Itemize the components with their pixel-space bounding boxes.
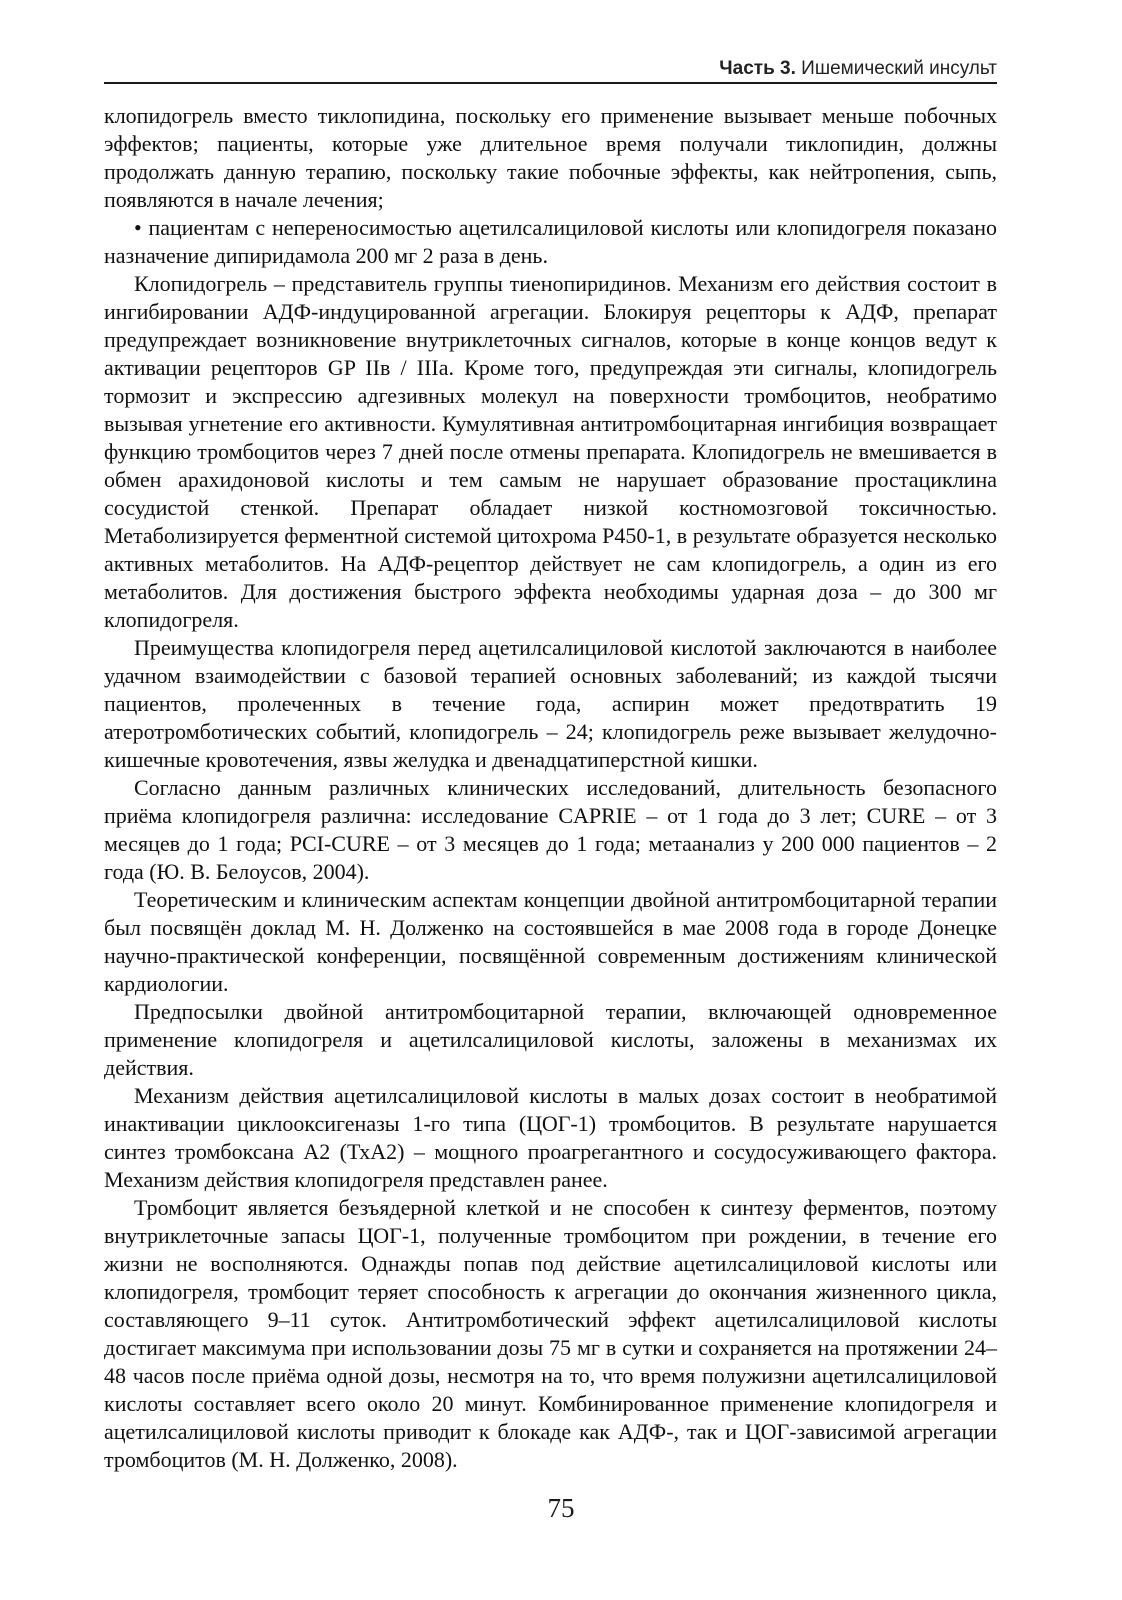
- running-header: [104, 52, 997, 84]
- paragraph: Тромбоцит является безъядерной клеткой и не способен к синтезу ферментов, поэтому внутриклеточные запасы ЦОГ-1, полученные тромбоцитом при рождении, в течение его жизни не восполняются. Однажды попав под действие ацетилсалициловой кислоты или клопидогреля, тромбоцит теряет способность к агрегации до окончания жизненного цикла, составляющего 9–11 суток. Антитромботический эффект ацетилсалициловой кислоты достигает максимума при использовании дозы 75 мг в сутки и сохраняется на протяжении 24–48 часов после приёма одной дозы, несмотря на то, что время полужизни ацетилсалициловой кислоты составляет всего около 20 минут. Комбинированное применение клопидогреля и ацетилсалициловой кислоты приводит к блокаде как АДФ-, так и ЦОГ-зависимой агрегации тромбоцитов (М. Н. Долженко, 2008).: [104, 1195, 997, 1472]
- paragraph: Теоретическим и клиническим аспектам концепции двойной антитромбоцитарной терапии был посвящён доклад М. Н. Долженко на состоявшейся в мае 2008 года в городе Донецке научно-практической конференции, посвящённой современным достижениям клинической кардиологии.: [104, 887, 997, 996]
- chapter-title: Ишемический инсульт: [801, 58, 997, 79]
- paragraph: Клопидогрель – представитель группы тиенопиридинов. Механизм его действия состоит в ингибировании АДФ-индуцированной агрегации. Блокируя рецепторы к АДФ, препарат предупреждает возникновение внутриклеточных сигналов, которые в конце концов ведут к активации рецепторов GP IIв / IIIа. Кроме того, предупреждая эти сигналы, клопидогрель тормозит и экспрессию адгезивных молекул на поверхности тромбоцитов, необратимо вызывая угнетение его активности. Кумулятивная антитромбоцитарная ингибиция возвращает функцию тромбоцитов через 7 дней после отмены препарата. Клопидогрель не вмешивается в обмен арахидоновой кислоты и тем самым не нарушает образование простациклина сосудистой стенкой. Препарат обладает низкой костномозговой токсичностью. Метаболизируется ферментной системой цитохрома P450-1, в результате образуется несколько активных метаболитов. На АДФ-рецептор действует не сам клопидогрель, а один из его метаболитов. Для достижения быстрого эффекта необходимы ударная доза – до 300 мг клопидогреля.: [104, 271, 997, 632]
- paragraph: Предпосылки двойной антитромбоцитарной терапии, включающей одновременное применение клопидогреля и ацетилсалициловой кислоты, заложены в механизмах их действия.: [104, 999, 997, 1080]
- running-header-text: [719, 58, 997, 80]
- paragraph: Преимущества клопидогреля перед ацетилсалициловой кислотой заключаются в наиболее удачном взаимодействии с базовой терапией основных заболеваний; из каждой тысячи пациентов, пролеченных в течение года, аспирин может предотвратить 19 атеротромботических событий, клопидогрель – 24; клопидогрель реже вызывает желудочно-кишечные кровотечения, язвы желудка и двенадцатиперстной кишки.: [104, 635, 997, 772]
- paragraph: Согласно данным различных клинических исследований, длительность безопасного приёма клопидогреля различна: исследование CAPRIE – от 1 года до 3 лет; CURE – от 3 месяцев до 1 года; PCI-CURE – от 3 месяцев до 1 года; метаанализ у 200 000 пациентов – 2 года (Ю. В. Белоусов, 2004).: [104, 775, 997, 884]
- paragraph-continuation: клопидогрель вместо тиклопидина, поскольку его применение вызывает меньше побочных эффектов; пациенты, которые уже длительное время получали тиклопидин, должны продолжать данную терапию, поскольку такие побочные эффекты, как нейтропения, сыпь, появляются в начале лечения;: [104, 103, 997, 212]
- bullet-item: • пациентам с непереносимостью ацетилсалициловой кислоты или клопидогреля показано назначение дипиридамола 200 мг 2 раза в день.: [104, 215, 997, 268]
- page-number: 75: [547, 1493, 575, 1523]
- part-label: Часть 3.: [719, 58, 796, 79]
- paragraph: Механизм действия ацетилсалициловой кислоты в малых дозах состоит в необратимой инактивации циклооксигеназы 1-го типа (ЦОГ-1) тромбоцитов. В результате нарушается синтез тромбоксана А2 (ТхА2) – мощного проагрегантного и сосудосуживающего фактора. Механизм действия клопидогреля представлен ранее.: [104, 1083, 997, 1192]
- body-text: [104, 102, 997, 1474]
